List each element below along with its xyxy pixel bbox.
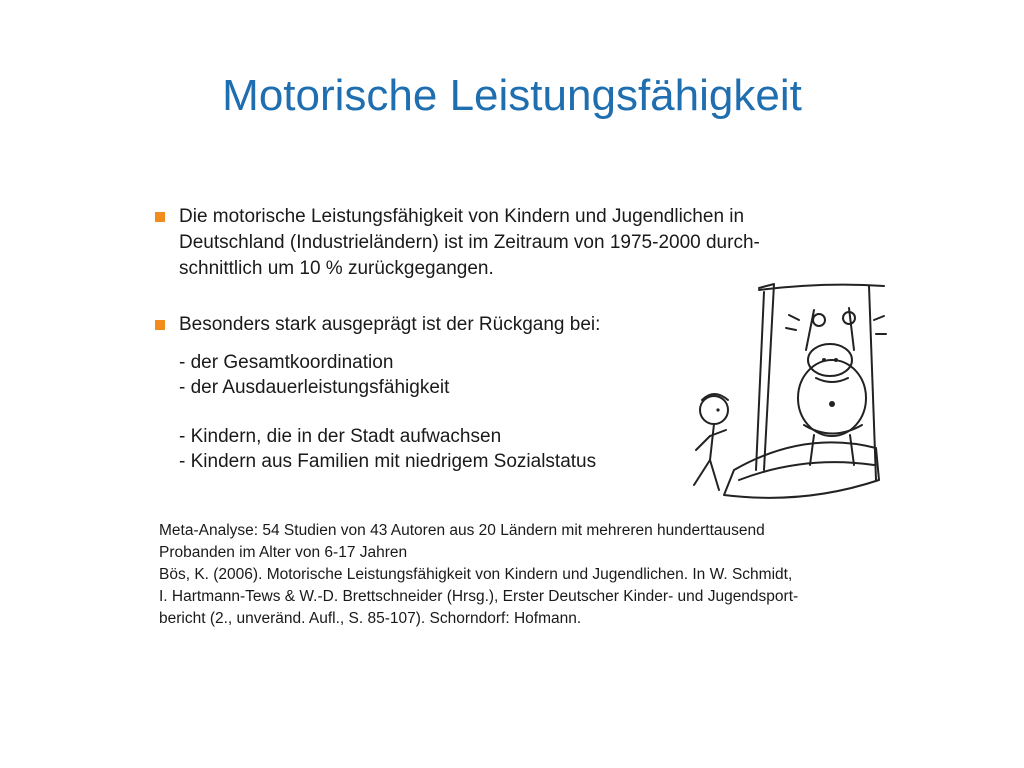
slide-title: Motorische Leistungsfähigkeit: [222, 71, 802, 120]
sub-item-coordination: - der Gesamtkoordination: [179, 352, 394, 373]
source-line: Probanden im Alter von 6-17 Jahren: [159, 544, 408, 561]
source-line: bericht (2., unveränd. Aufl., S. 85-107). Schorndorf: Hofmann.: [159, 610, 582, 627]
sub-item-city-children: - Kindern, die in der Stadt aufwachsen: [179, 426, 502, 447]
sub-item-endurance: - der Ausdauerleistungsfähigkeit: [179, 377, 450, 398]
square-bullet-icon: [155, 320, 165, 330]
bullet-line: Die motorische Leistungsfähigkeit von Kindern und Jugendlichen in: [179, 206, 745, 227]
sub-item-low-status-children: - Kindern aus Familien mit niedrigem Sozialstatus: [179, 451, 597, 472]
bullet-line: Deutschland (Industrieländern) ist im Zeitraum von 1975-2000 durch-: [179, 232, 760, 253]
source-line: Meta-Analyse: 54 Studien von 43 Autoren aus 20 Ländern mit mehreren hunderttausend: [159, 522, 765, 539]
source-line: Bös, K. (2006). Motorische Leistungsfähigkeit von Kindern und Jugendlichen. In W. Schmidt,: [159, 566, 793, 583]
bullet-line: schnittlich um 10 % zurückgegangen.: [179, 258, 494, 279]
source-citation: [159, 520, 899, 630]
square-bullet-icon: [155, 212, 165, 222]
bullet-line: Besonders stark ausgeprägt ist der Rückgang bei:: [179, 314, 601, 335]
cartoon-illustration: [664, 280, 892, 505]
source-line: I. Hartmann-Tews & W.-D. Brettschneider (Hrsg.), Erster Deutscher Kinder- und Jugendsport-: [159, 588, 799, 605]
